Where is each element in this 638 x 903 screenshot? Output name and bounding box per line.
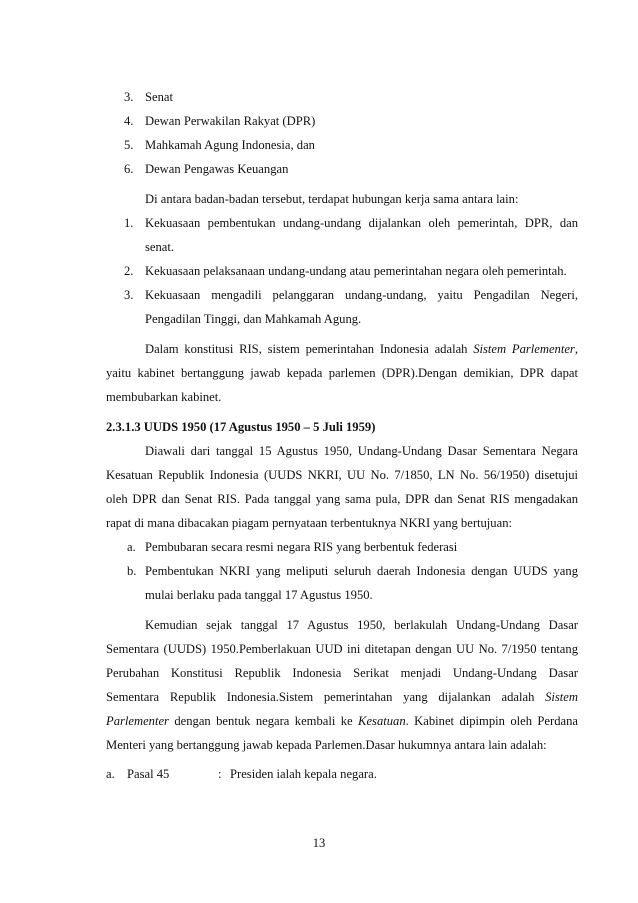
basis-text: Presiden ialah kepala negara. — [230, 767, 377, 781]
list-number: 3. — [124, 90, 134, 104]
page-number: 13 — [312, 836, 326, 850]
paragraph-line: Diawali dari tanggal 15 Agustus 1950, Undang-Undang Dasar Sementara Negara — [145, 444, 578, 458]
list-item: Dewan Perwakilan Rakyat (DPR) — [145, 114, 316, 128]
paragraph-line: Sementara (UUDS) 1950.Pemberlakuan UUD ini ditetapan dengan UU No. 7/1950 tentang — [106, 642, 578, 656]
list-item: Dewan Pengawas Keuangan — [145, 162, 289, 176]
basis-separator: : — [218, 767, 222, 781]
section-heading: 2.3.1.3 UUDS 1950 (17 Agustus 1950 – 5 Juli 1959) — [106, 420, 376, 434]
list-item: Kekuasaan pembentukan undang-undang dijalankan oleh pemerintah, DPR, dan — [145, 216, 578, 230]
list-letter: a. — [127, 540, 136, 554]
list-number: 3. — [124, 288, 134, 302]
paragraph-line: oleh DPR dan Senat RIS. Pada tanggal yang sama pula, DPR dan Senat RIS mengadakan — [106, 492, 578, 506]
list-item: Pembubaran secara resmi negara RIS yang berbentuk federasi — [145, 540, 458, 554]
list-letter: a. — [106, 767, 115, 781]
basis-label: Pasal 45 — [127, 767, 170, 781]
paragraph-line: Perubahan Konstitusi Republik Indonesia Serikat menjadi Undang-Undang Dasar — [106, 666, 578, 680]
list-item-continued: Pengadilan Tinggi, dan Mahkamah Agung. — [145, 312, 362, 326]
paragraph-line: Kemudian sejak tanggal 17 Agustus 1950, berlakulah Undang-Undang Dasar — [145, 618, 578, 632]
paragraph-line: Dalam konstitusi RIS, sistem pemerintahan Indonesia adalah Sistem Parlementer, — [145, 342, 578, 356]
paragraph-line: Kesatuan Republik Indonesia (UUDS NKRI, UU No. 7/1850, LN No. 56/1950) disetujui — [106, 468, 578, 482]
list-item-continued: senat. — [145, 240, 175, 254]
list-item-continued: mulai berlaku pada tanggal 17 Agustus 1950. — [145, 588, 373, 602]
list-item: Kekuasaan pelaksanaan undang-undang atau pemerintahan negara oleh pemerintah. — [145, 264, 567, 278]
list-number: 5. — [124, 138, 134, 152]
paragraph-line: Parlementer dengan bentuk negara kembali ke Kesatuan. Kabinet dipimpin oleh Perdana — [106, 714, 578, 728]
paragraph-line: yaitu kabinet bertanggung jawab kepada parlemen (DPR).Dengan demikian, DPR dapat — [106, 366, 578, 380]
paragraph-line: Di antara badan-badan tersebut, terdapat hubungan kerja sama antara lain: — [145, 192, 519, 206]
paragraph-line: membubarkan kabinet. — [106, 390, 222, 404]
list-number: 6. — [124, 162, 134, 176]
list-item: Pembentukan NKRI yang meliputi seluruh daerah Indonesia dengan UUDS yang — [145, 564, 578, 578]
paragraph-line: Menteri yang bertanggung jawab kepada Parlemen.Dasar hukumnya antara lain adalah: — [106, 738, 547, 752]
paragraph-line: rapat di mana dibacakan piagam pernyataan terbentuknya NKRI yang bertujuan: — [106, 516, 512, 530]
list-number: 2. — [124, 264, 134, 278]
list-number: 1. — [124, 216, 134, 230]
list-letter: b. — [127, 564, 137, 578]
list-item: Kekuasaan mengadili pelanggaran undang-undang, yaitu Pengadilan Negeri, — [145, 288, 578, 302]
list-number: 4. — [124, 114, 134, 128]
list-item: Senat — [145, 90, 173, 104]
list-item: Mahkamah Agung Indonesia, dan — [145, 138, 315, 152]
paragraph-line: Sementara Republik Indonesia.Sistem pemerintahan yang dijalankan adalah Sistem — [106, 690, 578, 704]
